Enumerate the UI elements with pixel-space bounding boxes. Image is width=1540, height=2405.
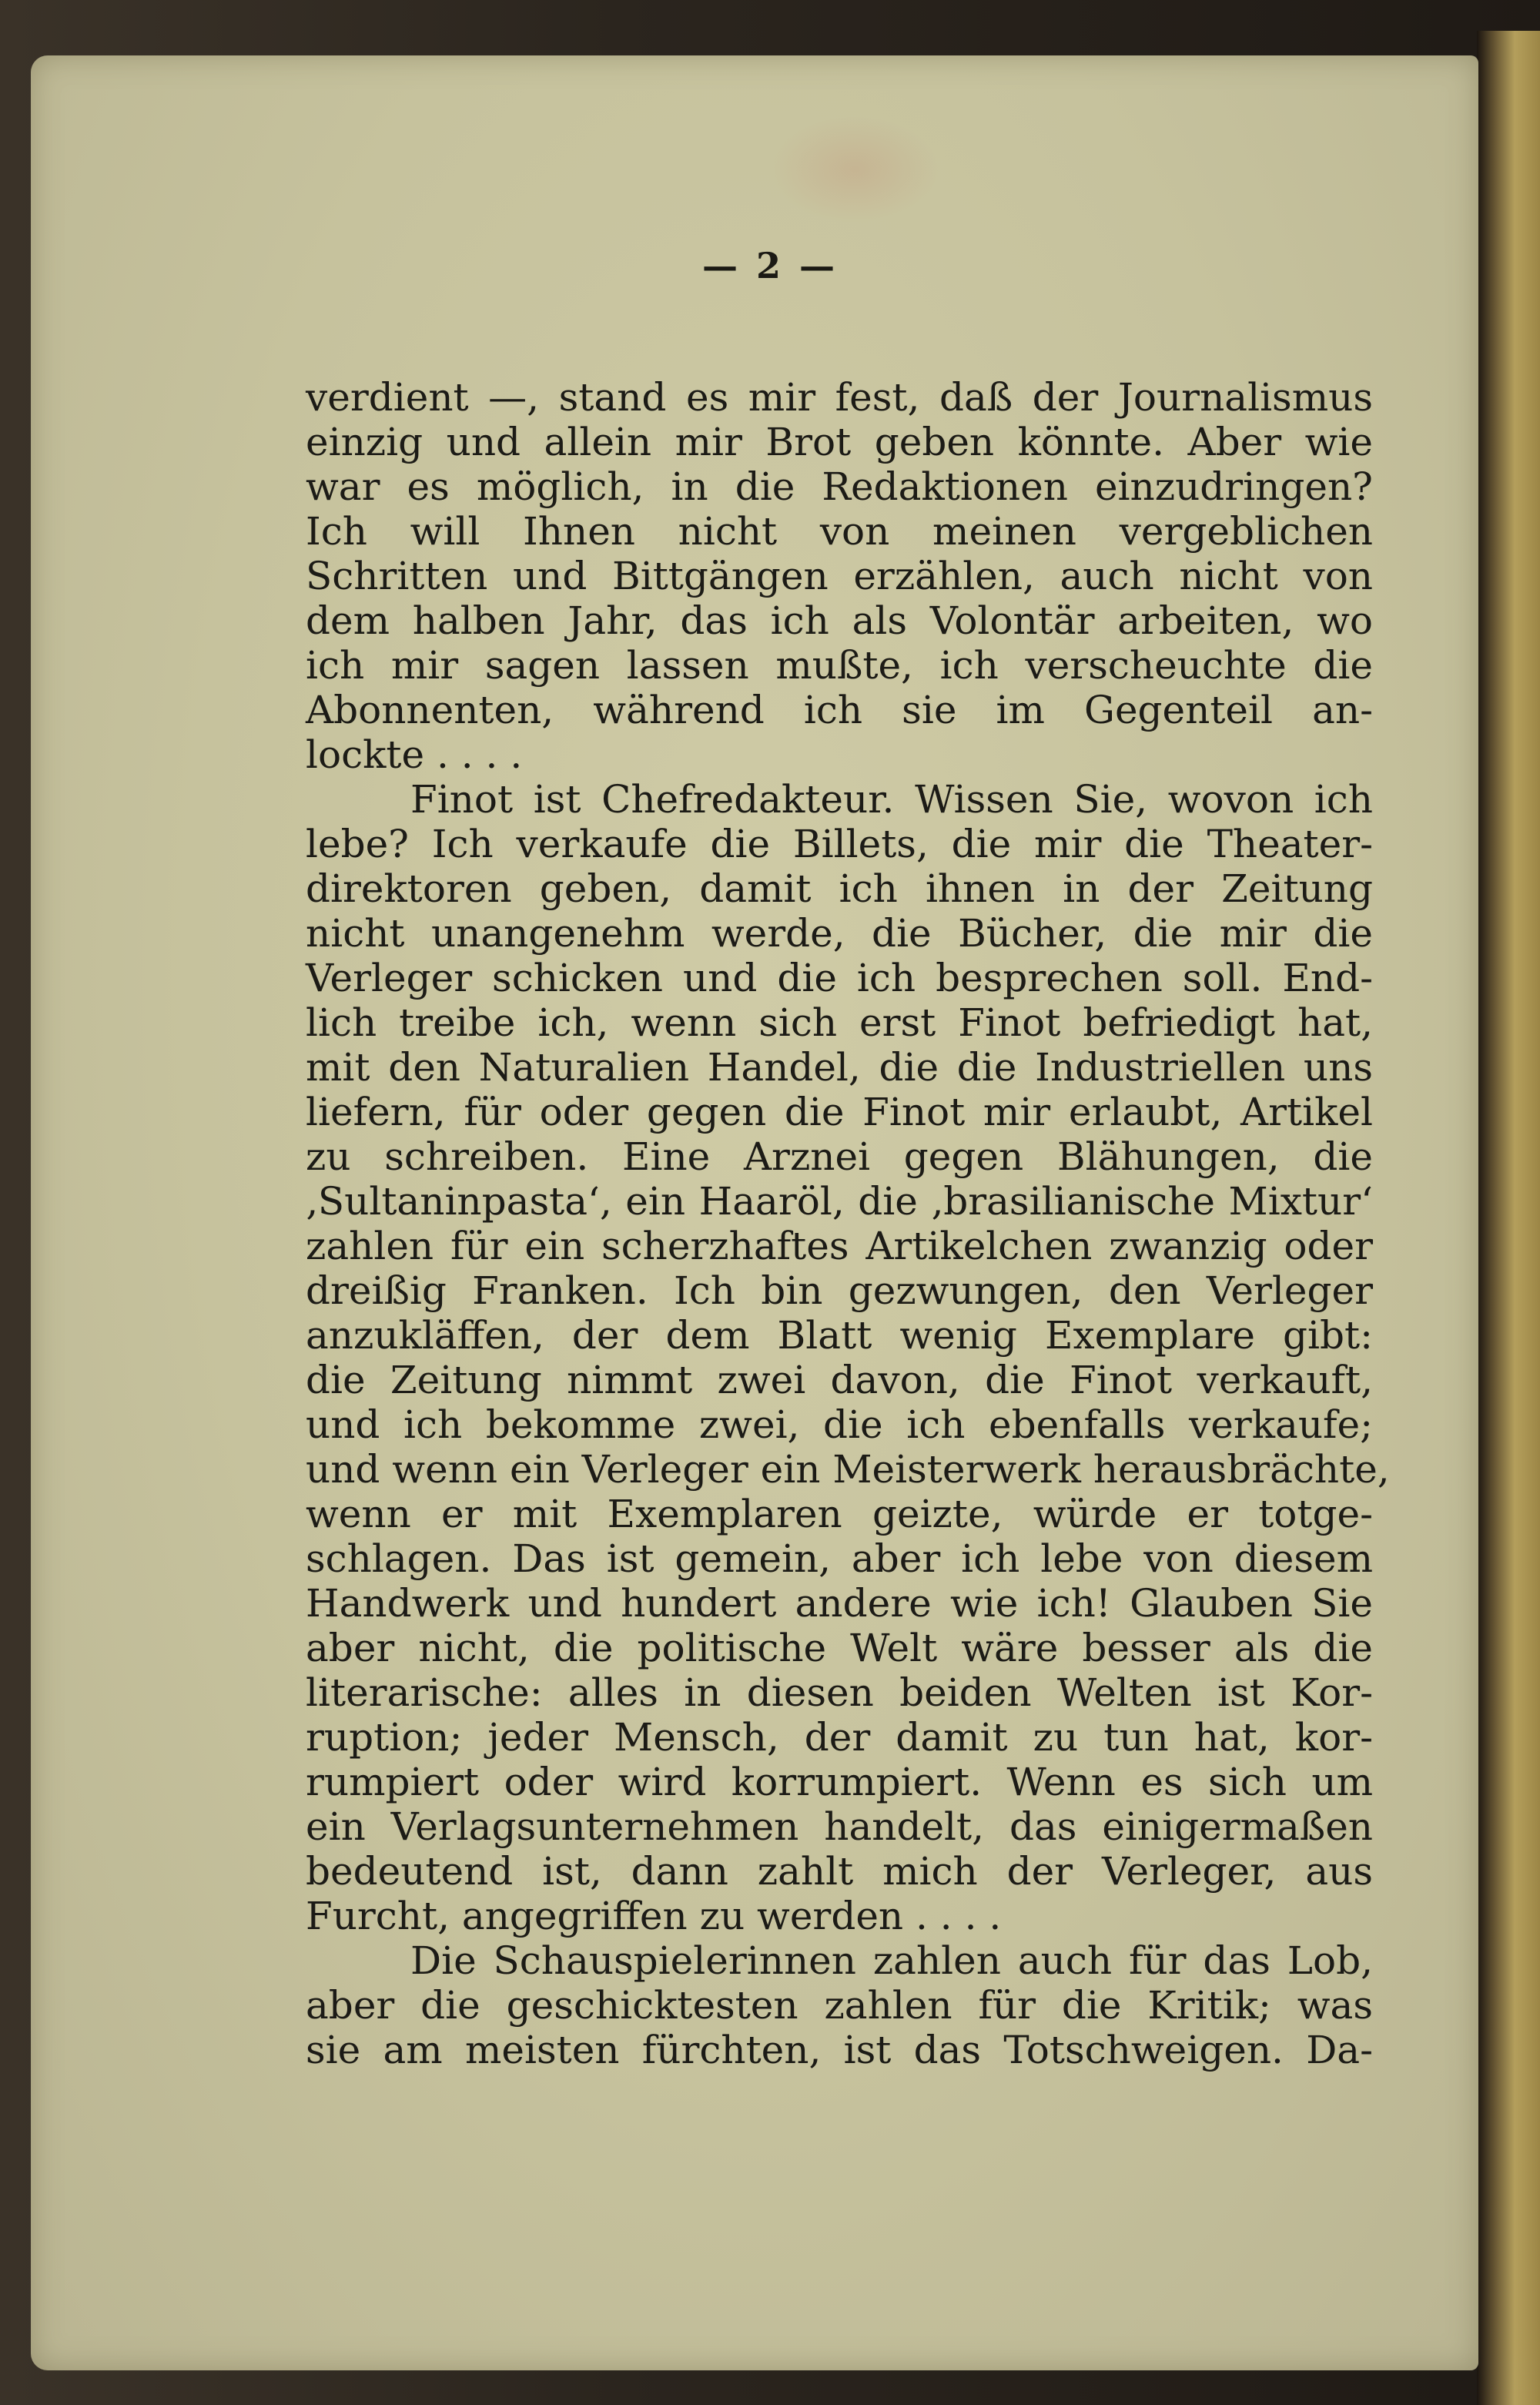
text-line: aber die geschicktesten zahlen für die Kritik; was (306, 1983, 1373, 2028)
text-line: anzukläffen, der dem Blatt wenig Exemplare gibt: (306, 1313, 1373, 1358)
text-line: dem halben Jahr, das ich als Volontär arbeiten, wo (306, 598, 1373, 643)
text-line: Finot ist Chefredakteur. Wissen Sie, wovon ich (410, 777, 1373, 822)
text-line: Schritten und Bittgängen erzählen, auch nicht von (306, 554, 1373, 598)
text-line: rumpiert oder wird korrumpiert. Wenn es sich um (306, 1760, 1373, 1804)
text-line: aber nicht, die politische Welt wäre besser als die (306, 1626, 1373, 1670)
paper-stain (770, 116, 939, 223)
text-line: bedeutend ist, dann zahlt mich der Verleger, aus (306, 1849, 1373, 1894)
text-line: liefern, für oder gegen die Finot mir erlaubt, Artikel (306, 1090, 1373, 1134)
text-line: wenn er mit Exemplaren geizte, würde er totge- (306, 1492, 1373, 1536)
text-line: Handwerk und hundert andere wie ich! Glauben Sie (306, 1581, 1373, 1626)
text-line: ruption; jeder Mensch, der damit zu tun hat, kor- (306, 1715, 1373, 1760)
text-line: und ich bekomme zwei, die ich ebenfalls verkaufe; (306, 1402, 1373, 1447)
text-line: nicht unangenehm werde, die Bücher, die mir die (306, 911, 1373, 956)
text-line: Abonnenten, während ich sie im Gegenteil an- (306, 688, 1373, 732)
text-line: Die Schauspielerinnen zahlen auch für das Lob, (410, 1938, 1373, 1983)
text-line: literarische: alles in diesen beiden Welten ist Kor- (306, 1670, 1373, 1715)
text-line: lebe? Ich verkaufe die Billets, die mir die Theater- (306, 822, 1373, 866)
text-line: sie am meisten fürchten, ist das Totschweigen. Da- (306, 2028, 1373, 2072)
text-line: die Zeitung nimmt zwei davon, die Finot verkauft, (306, 1358, 1373, 1402)
text-line: Verleger schicken und die ich besprechen soll. End- (306, 956, 1373, 1000)
text-line: schlagen. Das ist gemein, aber ich lebe von diesem (306, 1536, 1373, 1581)
text-line: lich treibe ich, wenn sich erst Finot befriedigt hat, (306, 1000, 1373, 1045)
book-spine-edge (1477, 31, 1540, 2405)
text-line: zu schreiben. Eine Arznei gegen Blähungen, die (306, 1134, 1373, 1179)
text-line: mit den Naturalien Handel, die die Industriellen uns (306, 1045, 1373, 1090)
page-number: — 2 — (701, 245, 839, 286)
text-line: Furcht, angegriffen zu werden . . . . (306, 1894, 1002, 1938)
text-line: einzig und allein mir Brot geben könnte. Aber wie (306, 420, 1373, 464)
text-line: verdient —, stand es mir fest, daß der Journalismus (306, 375, 1373, 420)
text-line: dreißig Franken. Ich bin gezwungen, den Verleger (306, 1268, 1373, 1313)
text-line: ich mir sagen lassen mußte, ich verscheuchte die (306, 643, 1373, 688)
text-line: direktoren geben, damit ich ihnen in der Zeitung (306, 866, 1373, 911)
text-line: zahlen für ein scherzhaftes Artikelchen zwanzig oder (306, 1224, 1373, 1268)
text-line: und wenn ein Verleger ein Meisterwerk herausbrächte, (306, 1447, 1390, 1492)
text-line: ein Verlagsunternehmen handelt, das einigermaßen (306, 1804, 1373, 1849)
text-line: war es möglich, in die Redaktionen einzudringen? (306, 464, 1373, 509)
text-line: Ich will Ihnen nicht von meinen vergeblichen (306, 509, 1373, 554)
text-line: ‚Sultaninpasta‘, ein Haaröl, die ‚brasilianische Mixtur‘ (306, 1179, 1373, 1224)
text-line: lockte . . . . (306, 732, 523, 777)
